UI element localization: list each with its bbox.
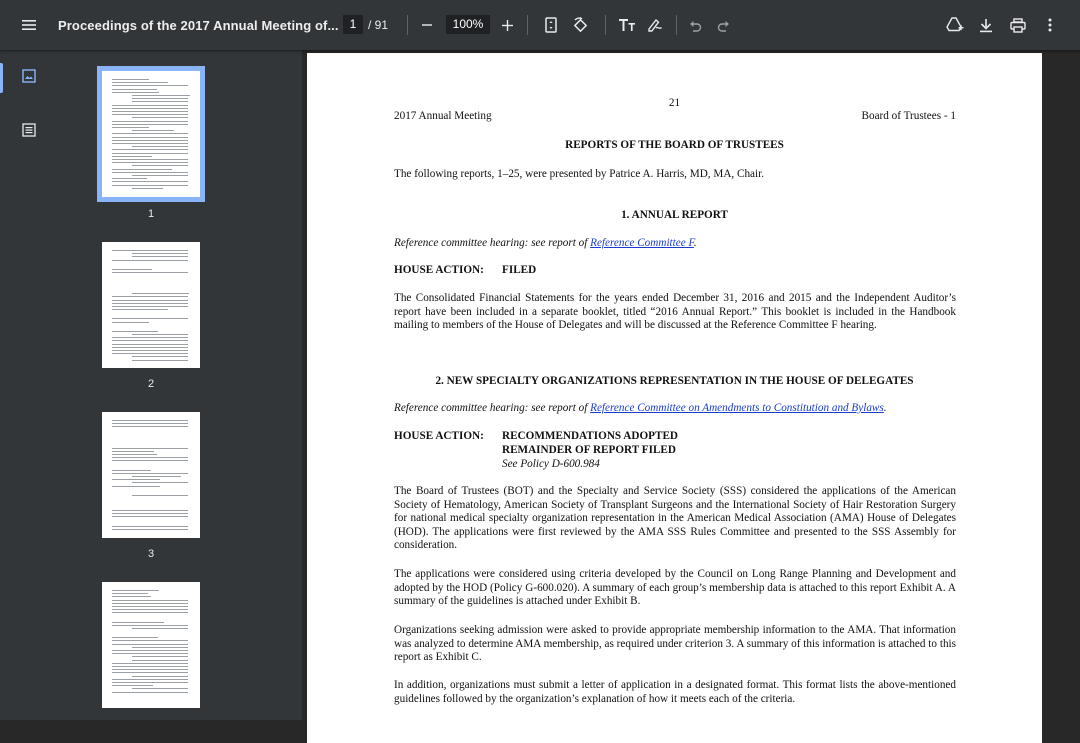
section-1-reference [394, 237, 697, 251]
thumbnail-text-line [112, 644, 188, 645]
page-number-input[interactable]: 1 [343, 15, 363, 34]
section-2-action-label: HOUSE ACTION: [394, 430, 484, 442]
paragraph: The Board of Trustees (BOT) and the Specialty and Service Society (SSS) considered the applications of the American Society of Hematology, American Society of Transplant Surgeons and the International Society of Hair Restoration Surgery for national medical specialty organization representation in the American Medical Association (AMA) House of Delegates (HOD). The applications were first reviewed by the AMA SSS Rules Committee and presented to the SSS Assembly for consideration. [394, 485, 956, 552]
thumbnail-label: 3 [147, 548, 155, 560]
reference-committee-f-link[interactable]: Reference Committee F [590, 237, 694, 249]
download-icon[interactable] [974, 0, 998, 50]
page-total: / 91 [368, 18, 389, 32]
annotate-icon[interactable] [643, 0, 667, 50]
thumbnail-text-line [112, 600, 188, 601]
thumbnail-text-line [132, 628, 188, 629]
thumbnail-text-line [112, 105, 188, 106]
thumbnail-text-line [132, 647, 188, 648]
thumbnail-text-line [112, 143, 188, 144]
toolbar-divider [407, 15, 408, 35]
thumbnail-text-line [112, 181, 188, 182]
thumbnail-text-line [112, 596, 151, 597]
thumbnail-text-line [112, 322, 149, 323]
thumbnail-text-line [132, 293, 189, 294]
thumbnail-text-line [112, 473, 188, 474]
thumbnail-text-line [112, 318, 188, 319]
document-title: Proceedings of the 2017 Annual Meeting of... [58, 17, 339, 33]
thumbnail-text-line [132, 656, 188, 657]
thumbnail-text-line [112, 353, 188, 354]
section-2-title: 2. NEW SPECIALTY ORGANIZATIONS REPRESENTATION IN THE HOUSE OF DELEGATES [435, 375, 914, 387]
thumbnail-text-line [112, 303, 188, 304]
toolbar-divider [527, 15, 528, 35]
reference-suffix: . [883, 402, 887, 414]
thumbnail-text-line [132, 117, 188, 118]
page-thumbnail[interactable] [102, 71, 200, 197]
outline-view-icon[interactable] [22, 123, 40, 141]
thumbnail-text-line [112, 162, 188, 163]
intro-text: The following reports, 1–25, were presented by Patrice A. Harris, MD, MA, Chair. [394, 168, 765, 180]
thumbnail-text-line [112, 306, 188, 307]
thumbnail-text-line [132, 256, 188, 257]
header-right: Board of Trustees - 1 [861, 110, 956, 122]
thumbnail-text-line [112, 185, 188, 186]
thumbnail-text-line [132, 688, 188, 689]
thumbnail-text-line [132, 253, 188, 254]
zoom-level-input[interactable]: 100% [446, 15, 490, 34]
thumbnail-text-line [112, 606, 188, 607]
thumbnail-text-line [132, 98, 188, 99]
thumbnail-text-line [112, 448, 188, 449]
active-tab-indicator [0, 63, 3, 93]
thumbnail-text-line [112, 526, 188, 527]
thumbnail-text-line [112, 609, 188, 610]
thumbnail-text-line [132, 334, 188, 335]
thumbnail-text-line [112, 420, 188, 421]
thumbnail-text-line [112, 666, 188, 667]
thumbnail-text-line [112, 529, 188, 530]
page-thumbnail[interactable] [102, 242, 200, 368]
thumbnail-text-line [112, 470, 151, 471]
thumbnail-text-line [112, 460, 188, 461]
thumbnail-text-line [112, 603, 188, 604]
thumbnail-text-line [112, 172, 188, 173]
section-2-policy-reference: See Policy D-600.984 [502, 458, 600, 470]
thumbnail-text-line [112, 137, 188, 138]
thumbnail-text-line [112, 272, 188, 273]
toolbar-divider [605, 15, 606, 35]
thumbnail-text-line [112, 85, 188, 86]
thumbnail-text-line [112, 423, 188, 424]
thumbnail-text-line [112, 309, 168, 310]
thumbnail-text-line [112, 114, 188, 115]
section-2-body [394, 624, 956, 665]
section-1-action-label: HOUSE ACTION: [394, 264, 484, 276]
reference-suffix: . [693, 237, 697, 249]
thumbnail-text-line [112, 79, 149, 80]
reference-prefix: Reference committee hearing: see report of [394, 237, 591, 249]
thumbnail-text-line [112, 296, 188, 297]
thumbnail-text-line [112, 178, 147, 179]
thumbnail-text-line [112, 269, 152, 270]
redo-icon[interactable] [711, 0, 735, 50]
thumbnail-text-line [112, 685, 153, 686]
thumbnail-text-line [112, 663, 188, 664]
rotate-icon[interactable] [568, 0, 592, 50]
thumbnail-text-line [132, 360, 188, 361]
thumbnail-label: 1 [147, 208, 155, 220]
reference-prefix: Reference committee hearing: see report of [394, 402, 591, 414]
thumbnail-text-line [112, 510, 188, 511]
thumbnail-text-line [112, 593, 148, 594]
menu-icon[interactable] [16, 0, 42, 50]
thumbnail-text-line [112, 121, 188, 122]
thumbnail-text-line [112, 124, 188, 125]
thumbnail-text-line [112, 479, 160, 480]
paragraph: Organizations seeking admission were asked to provide appropriate membership information to the AMA. That information was analyzed to determine AMA membership, as required under criterion 3. A summary of this information is attached to this report as Exhibit C. [394, 624, 956, 664]
thumbnail-text-line [132, 356, 188, 357]
thumbnail-text-line [112, 82, 168, 83]
thumbnail-text-line [112, 347, 188, 348]
thumbnail-text-line [132, 476, 181, 477]
thumbnail-text-line [112, 337, 188, 338]
thumbnail-text-line [112, 451, 154, 452]
thumbnail-text-line [112, 426, 188, 427]
thumbnail-text-line [112, 672, 188, 673]
thumbnail-text-line [112, 159, 188, 160]
thumbnail-label: 2 [147, 378, 155, 390]
undo-icon[interactable] [683, 0, 707, 50]
thumbnail-view-icon[interactable] [22, 69, 40, 87]
reference-committee-bylaws-link[interactable]: Reference Committee on Amendments to Constitution and Bylaws [590, 402, 884, 414]
thumbnail-text-line [112, 149, 188, 150]
thumbnail-text-line [112, 156, 152, 157]
thumbnail-text-line [132, 482, 188, 483]
paragraph: In addition, organizations must submit a letter of application in a designated format. This format lists the above-mentioned guidelines followed by the organization’s explanation of how it meets each of the criteria. [394, 679, 956, 705]
section-1-body [394, 292, 956, 333]
thumbnail-text-line [112, 169, 172, 170]
page-thumbnail[interactable] [102, 582, 200, 708]
section-1-action-value: FILED [502, 264, 537, 276]
thumbnail-text-line [112, 89, 157, 90]
thumbnail-text-line [112, 300, 188, 301]
section-2-reference [394, 402, 887, 416]
thumbnail-text-line [112, 140, 188, 141]
thumbnail-text-line [132, 175, 188, 176]
thumbnail-text-line [112, 153, 188, 154]
thumbnail-text-line [132, 165, 188, 166]
thumbnail-text-line [132, 146, 188, 147]
thumbnail-text-line [132, 101, 188, 102]
thumbnail-text-line [112, 344, 188, 345]
section-1-title: 1. ANNUAL REPORT [621, 209, 728, 221]
paragraph: The applications were considered using criteria developed by the Council on Long Range Planning and Development and adopted by the HOD (Policy G-600.020). A summary of each group’s membership data is attached to this report Exhibit A. A summary of the guidelines is attached under Exhibit B. [394, 568, 956, 608]
thumbnail-text-line [112, 250, 188, 251]
thumbnail-text-line [112, 127, 149, 128]
thumbnail-text-line [132, 95, 190, 96]
paragraph: The Consolidated Financial Statements for the years ended December 31, 2016 and 2015 and the Independent Auditor’s report have been included in a separate booklet, titled “2016 Annual Report.” This booklet is included in the Handbook mailing to members of the House of Delegates and will be discussed at the Reference Committee F hearing. [394, 292, 956, 332]
thumbnail-text-line [112, 331, 158, 332]
print-icon[interactable] [1006, 0, 1030, 50]
thumbnail-text-line [112, 625, 188, 626]
section-2-body [394, 679, 956, 706]
page-number: 21 [668, 97, 681, 109]
thumbnail-text-line [132, 660, 188, 661]
thumbnail-text-line [112, 590, 159, 591]
thumbnail-text-line [112, 612, 188, 613]
thumbnail-text-line [112, 108, 188, 109]
thumbnail-text-line [112, 637, 158, 638]
viewer-toolbar [0, 0, 1080, 50]
pdf-page [307, 53, 1042, 743]
thumbnail-text-line [112, 653, 188, 654]
thumbnail-text-line [132, 188, 163, 189]
toolbar-divider [676, 15, 677, 35]
thumbnail-text-line [112, 454, 157, 455]
zoom-out-button[interactable] [420, 0, 434, 50]
thumbnail-text-line [112, 692, 188, 693]
thumbnail-sidebar [0, 50, 302, 720]
thumbnail-text-line [112, 457, 188, 458]
thumbnail-text-line [112, 111, 188, 112]
thumbnail-text-line [112, 92, 159, 93]
add-to-drive-icon[interactable] [943, 0, 967, 50]
section-2-action-value: REMAINDER OF REPORT FILED [502, 444, 676, 456]
thumbnail-text-line [112, 340, 188, 341]
thumbnail-text-line [112, 669, 188, 670]
thumbnail-text-line [112, 682, 188, 683]
text-size-icon[interactable] [615, 0, 639, 50]
thumbnail-text-line [112, 622, 164, 623]
thumbnail-text-line [112, 650, 188, 651]
section-2-body [394, 485, 956, 553]
main-title: REPORTS OF THE BOARD OF TRUSTEES [565, 139, 784, 151]
thumbnail-text-line [112, 513, 188, 514]
header-left: 2017 Annual Meeting [394, 110, 492, 122]
thumbnail-text-line [112, 133, 188, 134]
thumbnail-text-line [112, 350, 188, 351]
thumbnail-text-line [112, 486, 160, 487]
fit-page-icon[interactable] [539, 0, 563, 50]
thumbnail-text-line [132, 676, 188, 677]
section-2-action-value: RECOMMENDATIONS ADOPTED [502, 430, 679, 442]
thumbnail-text-line [112, 640, 188, 641]
thumbnail-text-line [132, 130, 174, 131]
page-thumbnail[interactable] [102, 412, 200, 538]
thumbnail-text-line [112, 516, 188, 517]
more-icon[interactable] [1038, 0, 1062, 50]
section-2-body [394, 568, 956, 609]
thumbnail-text-line [132, 495, 188, 496]
thumbnail-text-line [112, 260, 188, 261]
thumbnail-text-line [112, 679, 188, 680]
zoom-in-button[interactable] [499, 0, 515, 50]
